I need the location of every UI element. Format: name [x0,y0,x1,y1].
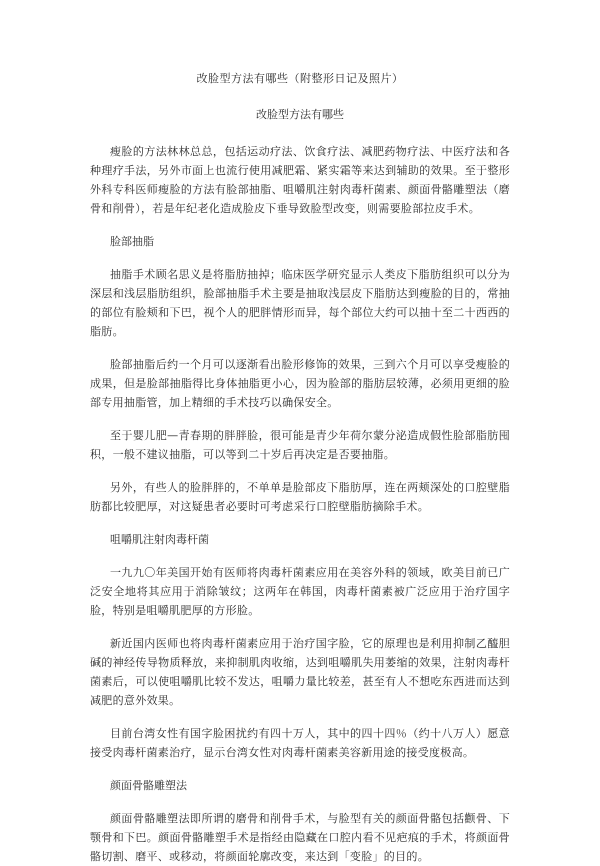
body-paragraph: 至于婴儿肥—青春期的胖胖脸，很可能是青少年荷尔蒙分泌造成假性脸部脂肪囤积，一般不建议抽脂，可以等到二十岁后再决定是否要抽脂。 [90,429,510,461]
body-paragraph: 瘦脸的方法林林总总，包括运动疗法、饮食疗法、减肥药物疗法、中医疗法和各种理疗手法，另外市面上也流行使用减肥霜、紧实霜等来达到辅助的效果。至于整形外科专科医师瘦脸的方法有脸部抽脂、咀嚼肌注射肉毒杆菌素、颜面骨骼雕塑法（磨骨和削骨），若是年纪老化造成脸皮下垂导致脸型改变，则需要脸部拉皮手术。 [90,145,510,215]
body-paragraph: 一九九〇年美国开始有医师将肉毒杆菌素应用在美容外科的领域，欧美目前已广泛安全地将其应用于消除皱纹；这两年在韩国，肉毒杆菌素被广泛应用于治疗国字脸，特别是咀嚼肌肥厚的方形脸。 [90,566,510,617]
body-paragraph: 新近国内医师也将肉毒杆菌素应用于治疗国字脸，它的原理也是利用抑制乙醯胆碱的神经传导物质释放，来抑制肌肉收缩，达到咀嚼肌失用萎缩的效果，注射肉毒杆菌素后，可以使咀嚼肌比较不发达，咀嚼力量比较差，甚至有人不想吃东西进而达到减肥的意外效果。 [90,637,510,707]
body-paragraph: 另外，有些人的脸胖胖的，不单单是脸部皮下脂肪厚，连在两颊深处的口腔壁脂肪都比较肥厚，对这疑患者必要时可考虑采行口腔壁脂肪摘除手术。 [90,481,510,513]
section-heading: 脸部抽脂 [110,235,154,248]
section-heading: 颜面骨骼雕塑法 [110,779,187,792]
body-paragraph: 目前台湾女性有国字脸困扰约有四十万人，其中的四十四％（约十八万人）愿意接受肉毒杆菌素治疗，显示台湾女性对肉毒杆菌素美容新用途的接受度极高。 [90,727,510,759]
body-paragraph: 抽脂手术顾名思义是将脂肪抽掉；临床医学研究显示人类皮下脂肪组织可以分为深层和浅层脂肪组织，脸部抽脂手术主要是抽取浅层皮下脂肪达到瘦脸的目的，常抽的部位有脸颊和下巴，视个人的肥胖情形而异，每个部位大约可以抽十至二十西西的脂肪。 [90,268,510,338]
document-title: 改脸型方法有哪些（附整形日记及照片） [196,72,404,85]
document-subtitle: 改脸型方法有哪些 [256,108,344,121]
body-paragraph: 脸部抽脂后约一个月可以逐渐看出脸形修饰的效果，三到六个月可以享受瘦脸的成果，但是脸部抽脂得比身体抽脂更小心，因为脸部的脂肪层较薄，必须用更细的脸部专用抽脂管，加上精细的手术技巧以确保安全。 [90,358,510,409]
body-paragraph: 颜面骨骼雕塑法即所谓的磨骨和削骨手术，与脸型有关的颜面骨骼包括颧骨、下颚骨和下巴。颜面骨骼雕塑手术是指经由隐藏在口腔内看不见疤痕的手术，将颜面骨骼切割、磨平、或移动，将颜面轮廓改变，来达到「变脸」的目的。 [90,812,510,863]
section-heading: 咀嚼肌注射肉毒杆菌 [110,533,209,546]
document-body [90,142,510,866]
